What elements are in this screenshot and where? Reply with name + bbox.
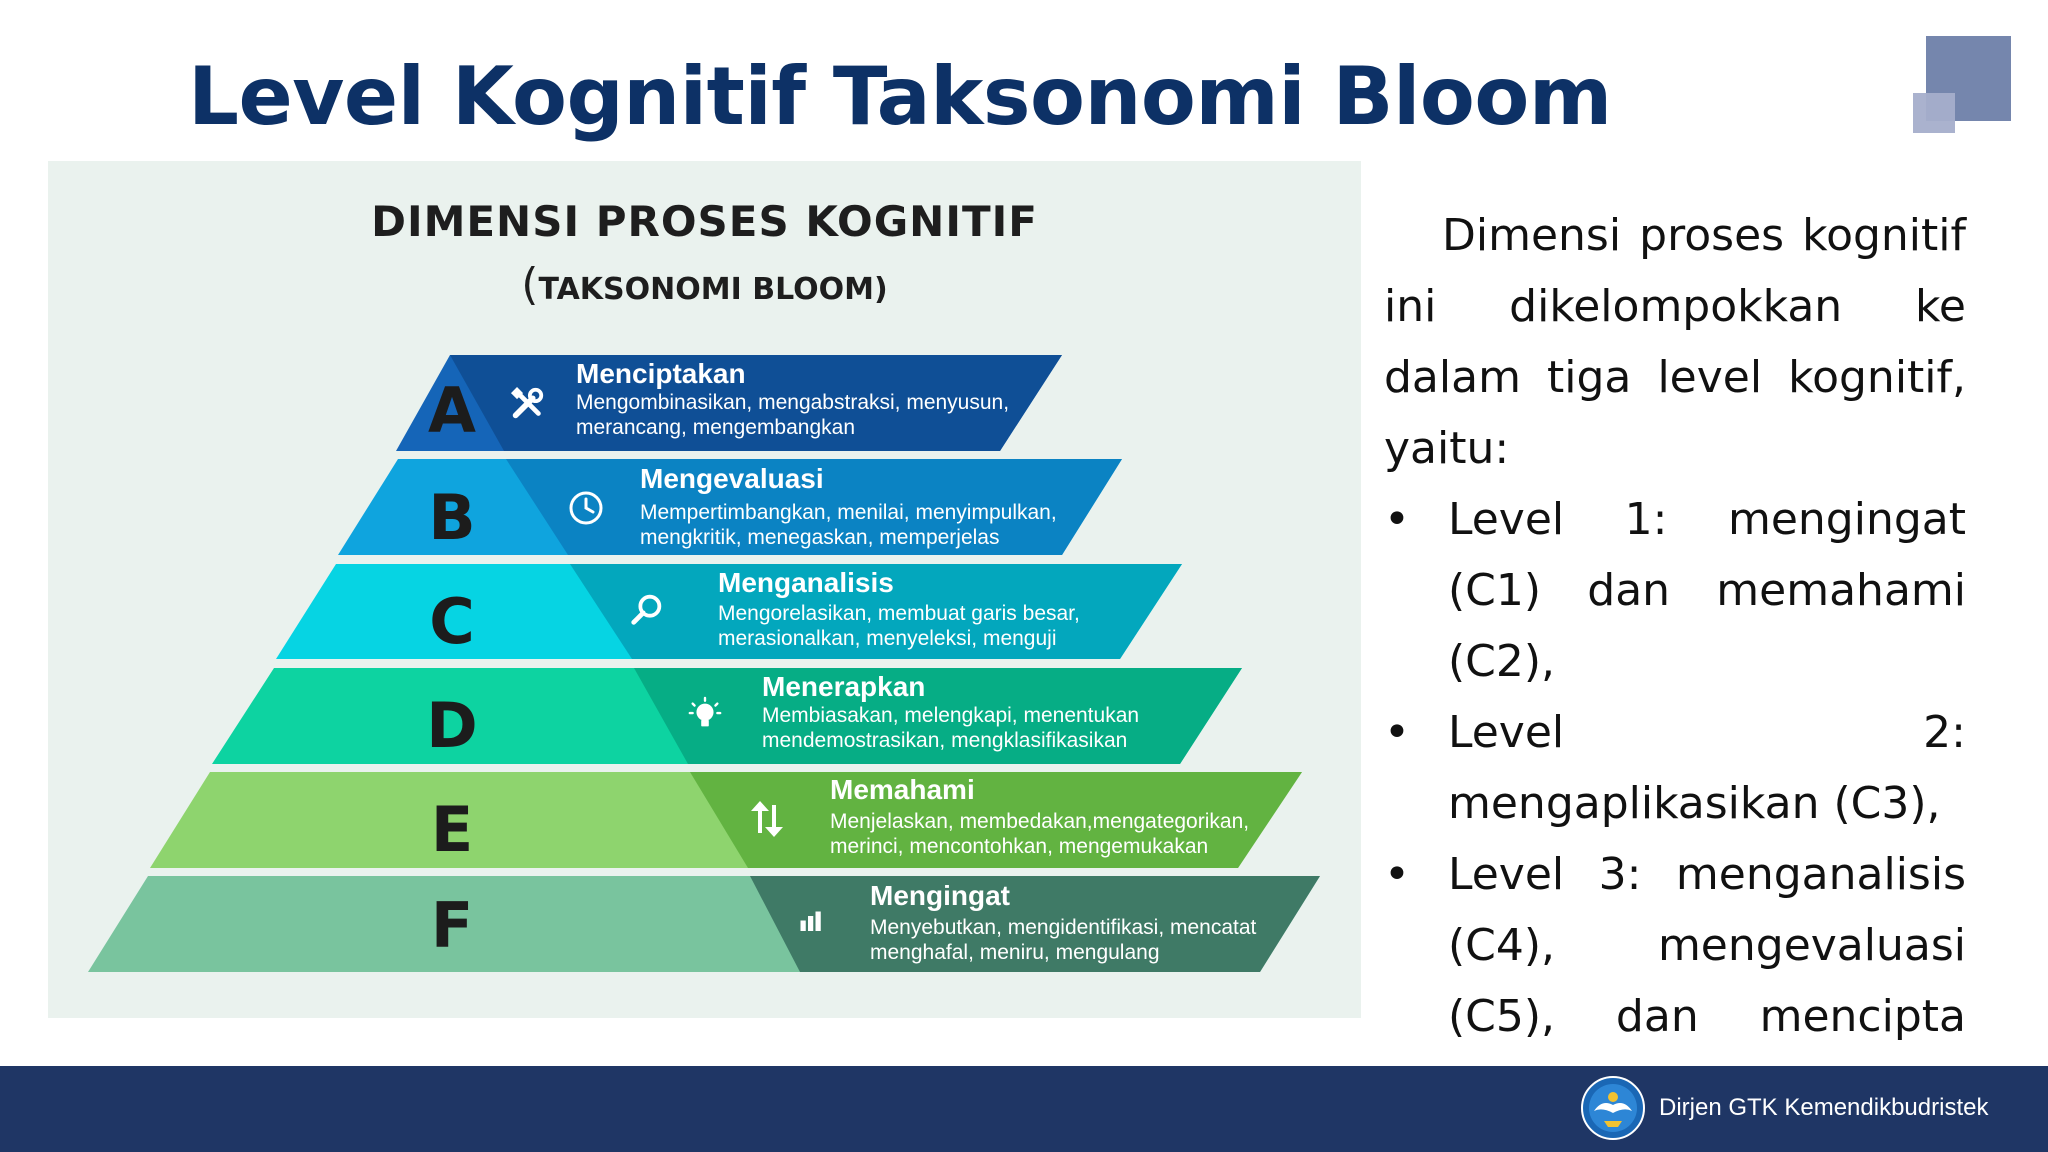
level-letter: F [430,889,474,962]
level-desc-line2: merasionalkan, menyeleksi, menguji [718,627,1057,650]
level-desc-line2: merancang, mengembangkan [576,416,856,439]
level-letter: E [430,793,474,866]
level-desc-line1: Menjelaskan, membedakan,mengategorikan, [830,810,1250,833]
figure-title: DIMENSI PROSES KOGNITIF [371,197,1038,246]
level-letter: B [428,481,476,554]
level-desc-line2: merinci, mencontohkan, mengemukakan [830,835,1209,858]
level-name: Menganalisis [718,567,894,598]
level-desc-line1: Mengombinasikan, mengabstraksi, menyusun, [576,391,1010,414]
bullet-item-level-1 [1384,484,1966,697]
level-name: Mengingat [870,880,1010,911]
pyramid-level-a [396,355,1062,451]
bullet-text: Level 2: mengaplikasikan (C3), [1448,707,1966,829]
level-desc-line2: mengkritik, menegaskan, memperjelas [640,526,1000,549]
level-desc-line2: mendemostrasikan, mengklasifikasikan [762,729,1128,752]
footer-bar [0,1066,2048,1152]
level-letter: C [429,585,475,658]
pyramid [48,161,1361,1018]
intro-paragraph: Dimensi proses kognitif ini dikelompokkan ke dalam tiga level kognitif, yaitu: [1384,210,1966,474]
level-desc-line1: Membiasakan, melengkapi, menentukan [762,704,1140,727]
bullet-text: Level 1: mengingat (C1) dan memahami (C2), [1448,494,1966,687]
pyramid-level-e [150,772,1302,868]
bloom-pyramid-figure [48,161,1361,1018]
level-desc-line1: Menyebutkan, mengidentifikasi, mencatat [870,916,1257,939]
level-bullet-list [1384,484,1966,1123]
decor-square-small [1913,93,1955,133]
pyramid-level-b [338,459,1122,555]
level-name: Mengevaluasi [640,463,824,494]
level-desc-line2: menghafal, meniru, mengulang [870,941,1160,964]
pyramid-level-c [276,564,1182,659]
pyramid-level-f [88,876,1320,972]
level-name: Menerapkan [762,671,926,702]
bullet-dot: • [1384,849,1410,900]
level-letter: D [426,689,478,762]
figure-subtitle-paren: ( [521,259,539,310]
bullet-text: Level 3: menganalisis (C4), mengevaluasi (C5), dan mencipta [1448,849,1966,1042]
pyramid-level-d [212,668,1242,764]
bullet-item-level-2 [1384,697,1966,839]
slide-title: Level Kognitif Taksonomi Bloom [188,50,1612,143]
figure-subtitle-text: TAKSONOMI BLOOM) [538,272,888,307]
level-desc-line1: Mengorelasikan, membuat garis besar, [718,602,1080,625]
bullet-dot: • [1384,707,1410,758]
level-letter: A [428,374,476,447]
level-desc-line1: Mempertimbangkan, menilai, menyimpulkan, [640,501,1057,524]
tut-wuri-handayani-logo [1580,1075,1646,1141]
bullet-dot: • [1384,494,1410,545]
cognitive-levels-text [1384,200,1966,1123]
level-name: Memahami [830,774,975,805]
level-name: Menciptakan [576,358,746,389]
footer-text: Dirjen GTK Kemendikbudristek [1659,1094,1989,1121]
